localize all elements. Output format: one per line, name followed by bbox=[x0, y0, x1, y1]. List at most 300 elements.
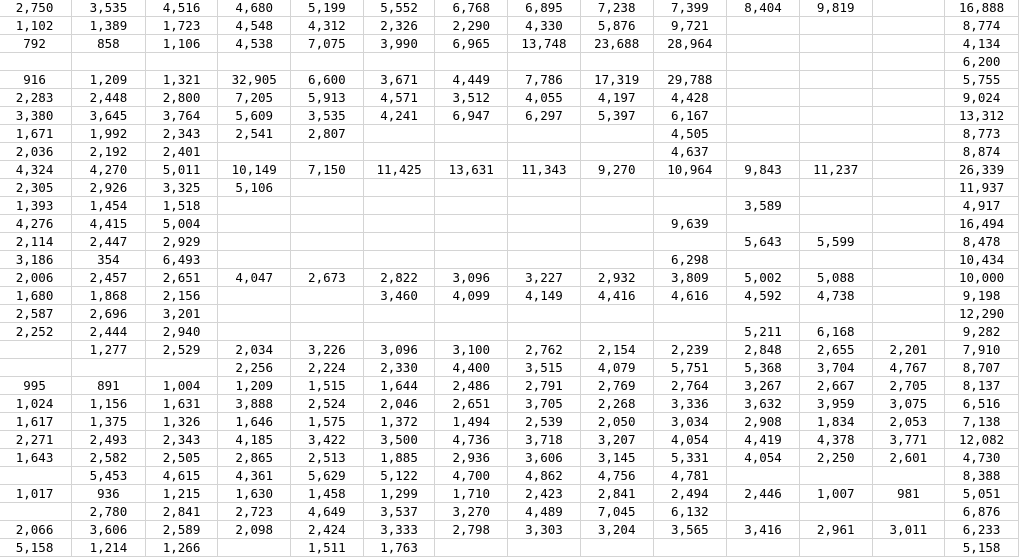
cell[interactable] bbox=[727, 251, 800, 269]
cell[interactable]: 4,185 bbox=[218, 431, 291, 449]
cell[interactable]: 3,333 bbox=[363, 521, 435, 539]
cell[interactable]: 4,505 bbox=[653, 125, 727, 143]
cell[interactable] bbox=[799, 539, 872, 557]
cell[interactable]: 2,494 bbox=[653, 485, 727, 503]
cell[interactable] bbox=[580, 233, 653, 251]
cell[interactable]: 6,132 bbox=[653, 503, 727, 521]
cell[interactable]: 2,667 bbox=[799, 377, 872, 395]
cell[interactable]: 1,511 bbox=[291, 539, 364, 557]
cell[interactable]: 3,267 bbox=[727, 377, 800, 395]
cell[interactable]: 3,336 bbox=[653, 395, 727, 413]
cell[interactable]: 792 bbox=[0, 35, 72, 53]
cell[interactable] bbox=[872, 503, 945, 521]
cell[interactable]: 2,053 bbox=[872, 413, 945, 431]
cell[interactable]: 3,096 bbox=[363, 341, 435, 359]
cell[interactable]: 17,319 bbox=[580, 71, 653, 89]
cell[interactable]: 4,079 bbox=[580, 359, 653, 377]
cell[interactable]: 2,750 bbox=[0, 0, 72, 17]
cell[interactable]: 11,937 bbox=[945, 179, 1019, 197]
cell[interactable]: 5,158 bbox=[945, 539, 1019, 557]
cell[interactable] bbox=[218, 143, 291, 161]
cell[interactable]: 7,045 bbox=[580, 503, 653, 521]
cell[interactable]: 7,205 bbox=[218, 89, 291, 107]
cell[interactable] bbox=[291, 251, 364, 269]
cell[interactable] bbox=[799, 467, 872, 485]
cell[interactable]: 3,096 bbox=[435, 269, 508, 287]
cell[interactable]: 9,282 bbox=[945, 323, 1019, 341]
cell[interactable]: 3,565 bbox=[653, 521, 727, 539]
cell[interactable] bbox=[727, 215, 800, 233]
cell[interactable]: 1,643 bbox=[0, 449, 72, 467]
cell[interactable]: 3,718 bbox=[508, 431, 581, 449]
cell[interactable]: 3,990 bbox=[363, 35, 435, 53]
cell[interactable]: 4,538 bbox=[218, 35, 291, 53]
cell[interactable]: 1,393 bbox=[0, 197, 72, 215]
cell[interactable] bbox=[872, 125, 945, 143]
cell[interactable]: 2,114 bbox=[0, 233, 72, 251]
cell[interactable] bbox=[580, 323, 653, 341]
cell[interactable]: 6,965 bbox=[435, 35, 508, 53]
cell[interactable] bbox=[872, 305, 945, 323]
cell[interactable]: 3,764 bbox=[145, 107, 218, 125]
cell[interactable] bbox=[727, 539, 800, 557]
cell[interactable] bbox=[435, 323, 508, 341]
cell[interactable] bbox=[580, 143, 653, 161]
cell[interactable]: 1,723 bbox=[145, 17, 218, 35]
cell[interactable]: 2,256 bbox=[218, 359, 291, 377]
cell[interactable]: 3,186 bbox=[0, 251, 72, 269]
cell[interactable] bbox=[508, 233, 581, 251]
cell[interactable] bbox=[508, 143, 581, 161]
cell[interactable]: 1,868 bbox=[72, 287, 146, 305]
cell[interactable] bbox=[291, 323, 364, 341]
cell[interactable]: 5,397 bbox=[580, 107, 653, 125]
cell[interactable]: 2,154 bbox=[580, 341, 653, 359]
cell[interactable]: 5,552 bbox=[363, 0, 435, 17]
cell[interactable] bbox=[218, 251, 291, 269]
cell[interactable]: 4,415 bbox=[72, 215, 146, 233]
cell[interactable]: 5,122 bbox=[363, 467, 435, 485]
cell[interactable]: 1,277 bbox=[72, 341, 146, 359]
cell[interactable] bbox=[580, 197, 653, 215]
cell[interactable]: 2,651 bbox=[145, 269, 218, 287]
cell[interactable] bbox=[363, 305, 435, 323]
cell[interactable]: 5,331 bbox=[653, 449, 727, 467]
cell[interactable]: 3,704 bbox=[799, 359, 872, 377]
cell[interactable]: 2,224 bbox=[291, 359, 364, 377]
cell[interactable]: 28,964 bbox=[653, 35, 727, 53]
cell[interactable]: 3,606 bbox=[508, 449, 581, 467]
cell[interactable]: 3,671 bbox=[363, 71, 435, 89]
cell[interactable]: 1,885 bbox=[363, 449, 435, 467]
cell[interactable]: 8,137 bbox=[945, 377, 1019, 395]
cell[interactable]: 2,865 bbox=[218, 449, 291, 467]
cell[interactable] bbox=[363, 233, 435, 251]
cell[interactable]: 11,425 bbox=[363, 161, 435, 179]
cell[interactable]: 4,416 bbox=[580, 287, 653, 305]
cell[interactable]: 7,150 bbox=[291, 161, 364, 179]
cell[interactable]: 4,449 bbox=[435, 71, 508, 89]
cell[interactable]: 8,388 bbox=[945, 467, 1019, 485]
cell[interactable]: 891 bbox=[72, 377, 146, 395]
cell[interactable] bbox=[727, 71, 800, 89]
cell[interactable] bbox=[653, 233, 727, 251]
cell[interactable] bbox=[653, 53, 727, 71]
cell[interactable]: 10,964 bbox=[653, 161, 727, 179]
cell[interactable]: 3,535 bbox=[72, 0, 146, 17]
cell[interactable]: 1,209 bbox=[72, 71, 146, 89]
cell[interactable]: 4,571 bbox=[363, 89, 435, 107]
cell[interactable] bbox=[799, 215, 872, 233]
cell[interactable]: 5,004 bbox=[145, 215, 218, 233]
cell[interactable] bbox=[727, 503, 800, 521]
cell[interactable]: 3,888 bbox=[218, 395, 291, 413]
cell[interactable] bbox=[727, 125, 800, 143]
cell[interactable] bbox=[872, 71, 945, 89]
cell[interactable]: 6,876 bbox=[945, 503, 1019, 521]
cell[interactable]: 1,214 bbox=[72, 539, 146, 557]
cell[interactable]: 2,822 bbox=[363, 269, 435, 287]
cell[interactable] bbox=[435, 539, 508, 557]
cell[interactable]: 1,389 bbox=[72, 17, 146, 35]
cell[interactable]: 3,011 bbox=[872, 521, 945, 539]
cell[interactable]: 4,270 bbox=[72, 161, 146, 179]
cell[interactable]: 16,494 bbox=[945, 215, 1019, 233]
cell[interactable]: 2,330 bbox=[363, 359, 435, 377]
cell[interactable] bbox=[291, 53, 364, 71]
cell[interactable] bbox=[580, 53, 653, 71]
cell[interactable]: 2,036 bbox=[0, 143, 72, 161]
cell[interactable] bbox=[799, 305, 872, 323]
cell[interactable] bbox=[435, 251, 508, 269]
cell[interactable] bbox=[653, 197, 727, 215]
cell[interactable]: 2,201 bbox=[872, 341, 945, 359]
cell[interactable] bbox=[363, 179, 435, 197]
cell[interactable] bbox=[799, 53, 872, 71]
cell[interactable]: 2,961 bbox=[799, 521, 872, 539]
cell[interactable]: 5,106 bbox=[218, 179, 291, 197]
cell[interactable] bbox=[363, 143, 435, 161]
cell[interactable]: 1,710 bbox=[435, 485, 508, 503]
cell[interactable]: 2,908 bbox=[727, 413, 800, 431]
cell[interactable]: 6,895 bbox=[508, 0, 581, 17]
cell[interactable] bbox=[653, 539, 727, 557]
cell[interactable] bbox=[218, 197, 291, 215]
cell[interactable]: 4,862 bbox=[508, 467, 581, 485]
cell[interactable]: 2,493 bbox=[72, 431, 146, 449]
cell[interactable] bbox=[872, 323, 945, 341]
cell[interactable]: 2,582 bbox=[72, 449, 146, 467]
cell[interactable]: 4,680 bbox=[218, 0, 291, 17]
cell[interactable]: 8,707 bbox=[945, 359, 1019, 377]
cell[interactable]: 5,199 bbox=[291, 0, 364, 17]
cell[interactable]: 2,769 bbox=[580, 377, 653, 395]
cell[interactable]: 3,227 bbox=[508, 269, 581, 287]
cell[interactable]: 1,375 bbox=[72, 413, 146, 431]
cell[interactable]: 2,505 bbox=[145, 449, 218, 467]
cell[interactable]: 2,848 bbox=[727, 341, 800, 359]
cell[interactable]: 2,929 bbox=[145, 233, 218, 251]
cell[interactable]: 13,631 bbox=[435, 161, 508, 179]
cell[interactable] bbox=[799, 35, 872, 53]
cell[interactable]: 2,807 bbox=[291, 125, 364, 143]
cell[interactable]: 7,238 bbox=[580, 0, 653, 17]
cell[interactable]: 1,004 bbox=[145, 377, 218, 395]
cell[interactable]: 1,575 bbox=[291, 413, 364, 431]
cell[interactable] bbox=[727, 143, 800, 161]
cell[interactable] bbox=[653, 305, 727, 323]
cell[interactable]: 1,671 bbox=[0, 125, 72, 143]
cell[interactable] bbox=[145, 53, 218, 71]
cell[interactable]: 4,312 bbox=[291, 17, 364, 35]
cell[interactable] bbox=[508, 197, 581, 215]
cell[interactable]: 6,167 bbox=[653, 107, 727, 125]
cell[interactable]: 8,773 bbox=[945, 125, 1019, 143]
cell[interactable]: 4,428 bbox=[653, 89, 727, 107]
cell[interactable]: 4,548 bbox=[218, 17, 291, 35]
cell[interactable]: 4,637 bbox=[653, 143, 727, 161]
cell[interactable]: 3,201 bbox=[145, 305, 218, 323]
cell[interactable] bbox=[727, 467, 800, 485]
cell[interactable]: 2,486 bbox=[435, 377, 508, 395]
cell[interactable]: 4,149 bbox=[508, 287, 581, 305]
cell[interactable]: 5,599 bbox=[799, 233, 872, 251]
cell[interactable]: 6,298 bbox=[653, 251, 727, 269]
cell[interactable]: 1,834 bbox=[799, 413, 872, 431]
cell[interactable]: 3,771 bbox=[872, 431, 945, 449]
cell[interactable]: 5,088 bbox=[799, 269, 872, 287]
cell[interactable]: 32,905 bbox=[218, 71, 291, 89]
cell[interactable]: 5,453 bbox=[72, 467, 146, 485]
cell[interactable]: 3,204 bbox=[580, 521, 653, 539]
cell[interactable] bbox=[580, 539, 653, 557]
cell[interactable]: 3,809 bbox=[653, 269, 727, 287]
cell[interactable]: 2,780 bbox=[72, 503, 146, 521]
cell[interactable]: 6,516 bbox=[945, 395, 1019, 413]
cell[interactable]: 1,630 bbox=[218, 485, 291, 503]
cell[interactable] bbox=[291, 233, 364, 251]
cell[interactable]: 2,326 bbox=[363, 17, 435, 35]
cell[interactable]: 1,106 bbox=[145, 35, 218, 53]
cell[interactable]: 916 bbox=[0, 71, 72, 89]
cell[interactable]: 5,368 bbox=[727, 359, 800, 377]
cell[interactable] bbox=[291, 197, 364, 215]
cell[interactable] bbox=[435, 53, 508, 71]
cell[interactable] bbox=[508, 305, 581, 323]
cell[interactable] bbox=[799, 89, 872, 107]
cell[interactable] bbox=[872, 35, 945, 53]
cell[interactable]: 2,457 bbox=[72, 269, 146, 287]
cell[interactable]: 4,615 bbox=[145, 467, 218, 485]
cell[interactable]: 1,156 bbox=[72, 395, 146, 413]
cell[interactable]: 5,629 bbox=[291, 467, 364, 485]
cell[interactable]: 9,270 bbox=[580, 161, 653, 179]
cell[interactable]: 2,524 bbox=[291, 395, 364, 413]
cell[interactable]: 1,321 bbox=[145, 71, 218, 89]
cell[interactable]: 4,917 bbox=[945, 197, 1019, 215]
cell[interactable]: 2,940 bbox=[145, 323, 218, 341]
cell[interactable]: 2,673 bbox=[291, 269, 364, 287]
cell[interactable]: 1,992 bbox=[72, 125, 146, 143]
cell[interactable]: 7,075 bbox=[291, 35, 364, 53]
cell[interactable]: 2,841 bbox=[145, 503, 218, 521]
cell[interactable]: 4,738 bbox=[799, 287, 872, 305]
cell[interactable]: 2,655 bbox=[799, 341, 872, 359]
cell[interactable]: 4,767 bbox=[872, 359, 945, 377]
cell[interactable]: 2,513 bbox=[291, 449, 364, 467]
cell[interactable] bbox=[435, 179, 508, 197]
cell[interactable]: 1,209 bbox=[218, 377, 291, 395]
cell[interactable] bbox=[580, 251, 653, 269]
cell[interactable] bbox=[218, 215, 291, 233]
cell[interactable]: 9,819 bbox=[799, 0, 872, 17]
cell[interactable]: 1,024 bbox=[0, 395, 72, 413]
cell[interactable] bbox=[727, 89, 800, 107]
cell[interactable]: 9,721 bbox=[653, 17, 727, 35]
cell[interactable]: 3,207 bbox=[580, 431, 653, 449]
cell[interactable] bbox=[145, 359, 218, 377]
cell[interactable]: 2,066 bbox=[0, 521, 72, 539]
cell[interactable]: 29,788 bbox=[653, 71, 727, 89]
cell[interactable]: 3,535 bbox=[291, 107, 364, 125]
cell[interactable] bbox=[363, 251, 435, 269]
cell[interactable] bbox=[0, 53, 72, 71]
cell[interactable]: 3,537 bbox=[363, 503, 435, 521]
cell[interactable]: 3,100 bbox=[435, 341, 508, 359]
cell[interactable]: 1,299 bbox=[363, 485, 435, 503]
cell[interactable]: 6,947 bbox=[435, 107, 508, 125]
cell[interactable]: 1,631 bbox=[145, 395, 218, 413]
cell[interactable]: 2,343 bbox=[145, 431, 218, 449]
cell[interactable]: 2,343 bbox=[145, 125, 218, 143]
cell[interactable]: 4,047 bbox=[218, 269, 291, 287]
cell[interactable] bbox=[872, 143, 945, 161]
cell[interactable] bbox=[799, 107, 872, 125]
cell[interactable]: 11,237 bbox=[799, 161, 872, 179]
cell[interactable]: 1,372 bbox=[363, 413, 435, 431]
cell[interactable]: 995 bbox=[0, 377, 72, 395]
cell[interactable] bbox=[872, 287, 945, 305]
cell[interactable]: 13,312 bbox=[945, 107, 1019, 125]
cell[interactable]: 5,913 bbox=[291, 89, 364, 107]
cell[interactable]: 10,434 bbox=[945, 251, 1019, 269]
cell[interactable]: 4,489 bbox=[508, 503, 581, 521]
cell[interactable]: 7,399 bbox=[653, 0, 727, 17]
cell[interactable]: 2,423 bbox=[508, 485, 581, 503]
cell[interactable]: 3,606 bbox=[72, 521, 146, 539]
cell[interactable] bbox=[291, 305, 364, 323]
cell[interactable] bbox=[799, 251, 872, 269]
cell[interactable] bbox=[872, 17, 945, 35]
cell[interactable]: 4,324 bbox=[0, 161, 72, 179]
cell[interactable] bbox=[872, 161, 945, 179]
cell[interactable] bbox=[799, 179, 872, 197]
cell[interactable]: 2,271 bbox=[0, 431, 72, 449]
cell[interactable]: 11,343 bbox=[508, 161, 581, 179]
cell[interactable]: 1,617 bbox=[0, 413, 72, 431]
cell[interactable] bbox=[435, 215, 508, 233]
cell[interactable] bbox=[799, 503, 872, 521]
cell[interactable]: 4,361 bbox=[218, 467, 291, 485]
cell[interactable]: 2,529 bbox=[145, 341, 218, 359]
cell[interactable] bbox=[0, 503, 72, 521]
cell[interactable] bbox=[435, 125, 508, 143]
cell[interactable]: 3,515 bbox=[508, 359, 581, 377]
cell[interactable]: 2,841 bbox=[580, 485, 653, 503]
cell[interactable]: 2,800 bbox=[145, 89, 218, 107]
cell[interactable] bbox=[291, 287, 364, 305]
cell[interactable]: 1,102 bbox=[0, 17, 72, 35]
cell[interactable] bbox=[72, 53, 146, 71]
cell[interactable]: 4,700 bbox=[435, 467, 508, 485]
cell[interactable]: 4,099 bbox=[435, 287, 508, 305]
cell[interactable] bbox=[218, 539, 291, 557]
cell[interactable]: 4,197 bbox=[580, 89, 653, 107]
cell[interactable]: 9,198 bbox=[945, 287, 1019, 305]
cell[interactable] bbox=[872, 179, 945, 197]
cell[interactable] bbox=[0, 341, 72, 359]
cell[interactable] bbox=[291, 179, 364, 197]
cell[interactable]: 3,632 bbox=[727, 395, 800, 413]
cell[interactable]: 5,643 bbox=[727, 233, 800, 251]
cell[interactable]: 2,446 bbox=[727, 485, 800, 503]
cell[interactable]: 3,270 bbox=[435, 503, 508, 521]
cell[interactable]: 2,252 bbox=[0, 323, 72, 341]
cell[interactable] bbox=[872, 269, 945, 287]
cell[interactable]: 936 bbox=[72, 485, 146, 503]
cell[interactable] bbox=[727, 17, 800, 35]
cell[interactable]: 5,751 bbox=[653, 359, 727, 377]
cell[interactable] bbox=[435, 143, 508, 161]
cell[interactable]: 1,680 bbox=[0, 287, 72, 305]
cell[interactable]: 6,600 bbox=[291, 71, 364, 89]
cell[interactable]: 10,149 bbox=[218, 161, 291, 179]
cell[interactable] bbox=[363, 215, 435, 233]
cell[interactable]: 1,646 bbox=[218, 413, 291, 431]
cell[interactable]: 6,768 bbox=[435, 0, 508, 17]
cell[interactable]: 2,798 bbox=[435, 521, 508, 539]
cell[interactable] bbox=[363, 197, 435, 215]
cell[interactable]: 4,730 bbox=[945, 449, 1019, 467]
cell[interactable]: 3,645 bbox=[72, 107, 146, 125]
cell[interactable]: 2,696 bbox=[72, 305, 146, 323]
cell[interactable]: 3,145 bbox=[580, 449, 653, 467]
cell[interactable] bbox=[872, 251, 945, 269]
cell[interactable] bbox=[727, 179, 800, 197]
cell[interactable]: 2,932 bbox=[580, 269, 653, 287]
cell[interactable]: 2,156 bbox=[145, 287, 218, 305]
cell[interactable]: 2,723 bbox=[218, 503, 291, 521]
cell[interactable]: 3,034 bbox=[653, 413, 727, 431]
cell[interactable]: 354 bbox=[72, 251, 146, 269]
cell[interactable]: 3,416 bbox=[727, 521, 800, 539]
cell[interactable]: 13,748 bbox=[508, 35, 581, 53]
cell[interactable] bbox=[799, 143, 872, 161]
cell[interactable]: 2,926 bbox=[72, 179, 146, 197]
cell[interactable]: 4,592 bbox=[727, 287, 800, 305]
cell[interactable]: 2,764 bbox=[653, 377, 727, 395]
cell[interactable] bbox=[872, 539, 945, 557]
cell[interactable]: 9,024 bbox=[945, 89, 1019, 107]
cell[interactable] bbox=[727, 35, 800, 53]
cell[interactable]: 5,609 bbox=[218, 107, 291, 125]
cell[interactable]: 2,192 bbox=[72, 143, 146, 161]
cell[interactable]: 2,283 bbox=[0, 89, 72, 107]
cell[interactable]: 1,458 bbox=[291, 485, 364, 503]
cell[interactable] bbox=[218, 53, 291, 71]
cell[interactable] bbox=[727, 53, 800, 71]
cell[interactable]: 5,876 bbox=[580, 17, 653, 35]
